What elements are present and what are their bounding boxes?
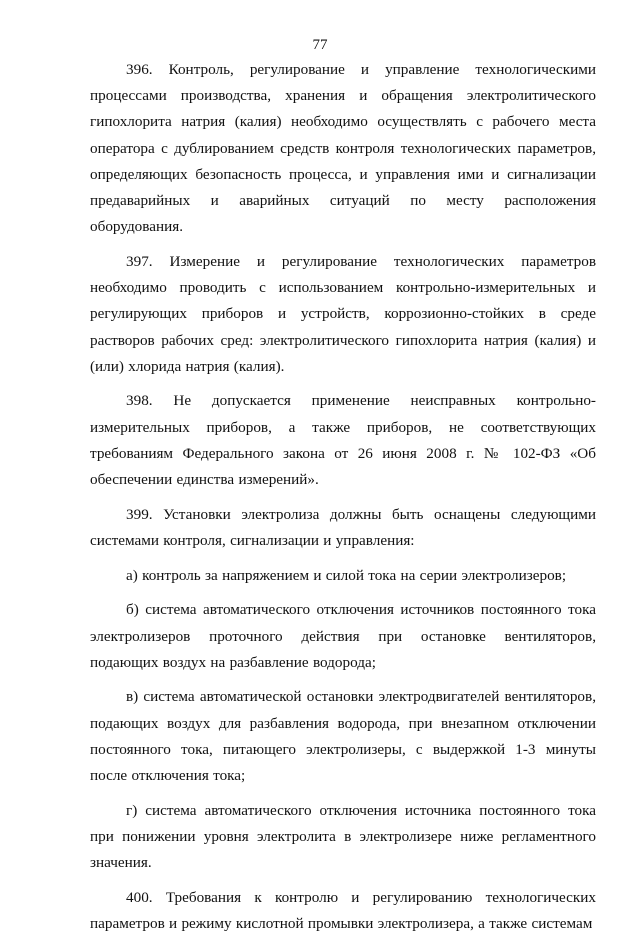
document-body bbox=[90, 57, 596, 937]
paragraph-400: 400. Требования к контролю и регулированию технологических параметров и режиму кислотной промывки электролизера, а также системам bbox=[90, 888, 596, 933]
paragraph-398: 398. Не допускается применение неисправных контрольно-измерительных приборов, а также приборов, не соответствующих требованиям Федерального закона от 26 июня 2008 г. № 102-ФЗ «Об обеспечении единства измерений». bbox=[90, 392, 596, 489]
list-item-b: б) система автоматического отключения источников постоянного тока электролизеров проточного действия при остановке вентиляторов, подающих воздух на разбавление водорода; bbox=[90, 601, 596, 671]
list-item-v: в) система автоматической остановки электродвигателей вентиляторов, подающих воздух для разбавления водорода, при внезапном отключении постоянного тока, питающего электролизеры, с выдержкой 1-3 минуты после отключения тока; bbox=[90, 688, 596, 785]
page-number: 77 bbox=[312, 37, 328, 53]
list-item-g: г) система автоматического отключения источника постоянного тока при понижении уровня электролита в электролизере ниже регламентного значения. bbox=[90, 801, 596, 872]
list-item-a: а) контроль за напряжением и силой тока на серии электролизеров; bbox=[126, 566, 567, 584]
paragraph-399: 399. Установки электролиза должны быть оснащены следующими системами контроля, сигнализации и управления: bbox=[90, 505, 596, 549]
paragraph-397: 397. Измерение и регулирование технологических параметров необходимо проводить с использованием контрольно-измерительных и регулирующих приборов и устройств, коррозионно-стойких в среде растворов рабочих сред: электролитического гипохлорита натрия (калия) и (или) хлорида натрия (калия). bbox=[90, 252, 596, 375]
paragraph-396: 396. Контроль, регулирование и управление технологическими процессами производства, хранения и обращения электролитического гипохлорита натрия (калия) необходимо осуществлять с рабочего места оператора с дублированием средств контроля технологических параметров, определяющих безопасность процесса, и управления ими и сигнализации предаварийных и аварийных ситуаций по месту расположения оборудования. bbox=[90, 61, 596, 236]
